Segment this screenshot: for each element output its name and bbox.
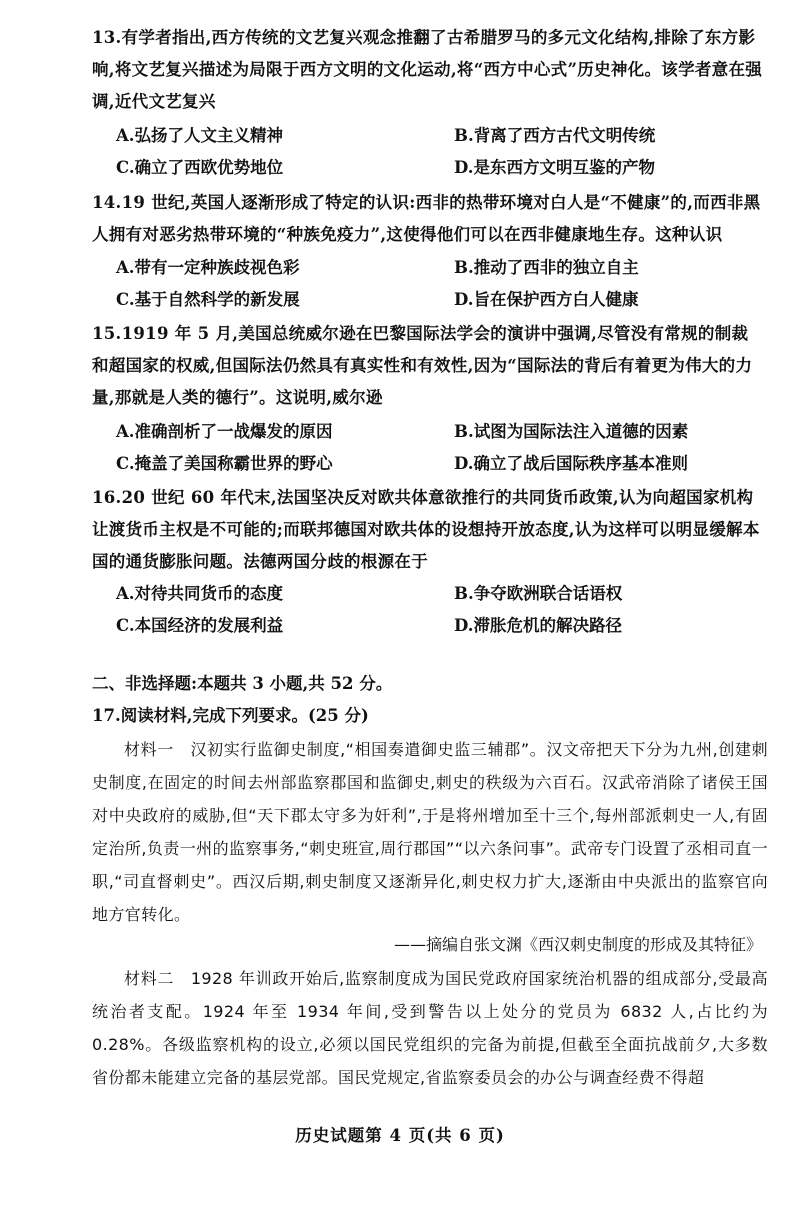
question-13-stem [92, 22, 764, 118]
question-16-options-row-1 [116, 578, 766, 610]
option-a: A.弘扬了人文主义精神 [116, 126, 284, 145]
option-c: C.掩盖了美国称霸世界的野心 [116, 454, 333, 473]
option-a: A.带有一定种族歧视色彩 [116, 258, 300, 277]
question-text: 15.1919 年 5 月,美国总统威尔逊在巴黎国际法学会的演讲中强调,尽管没有常规的制裁和超国家的权威,但国际法仍然具有真实性和有效性,因为“国际法的背后有着更为伟大的力量,那就是人类的德行”。这说明,威尔逊 [92, 324, 753, 407]
question-text: 13.有学者指出,西方传统的文艺复兴观念推翻了古希腊罗马的多元文化结构,排除了东方影响,将文艺复兴描述为局限于西方文明的文化运动,将“西方中心式”历史神化。该学者意在强调,近代文艺复兴 [92, 28, 763, 111]
question-16-stem [92, 482, 764, 578]
question-13-options-row-1 [116, 120, 766, 152]
option-a: A.准确剖析了一战爆发的原因 [116, 422, 333, 441]
question-14-options-row-2 [116, 284, 766, 316]
question-14-stem [92, 187, 764, 251]
question-text: 16.20 世纪 60 年代末,法国坚决反对欧共体意欲推行的共同货币政策,认为向超国家机构让渡货币主权是不可能的;而联邦德国对欧共体的设想持开放态度,认为这样可以明显缓解本国的通货膨胀问题。法德两国分歧的根源在于 [92, 488, 760, 571]
option-a: A.对待共同货币的态度 [116, 584, 284, 603]
section-heading: 二、非选择题:本题共 3 小题,共 52 分。 [92, 674, 393, 693]
question-14-options-row-1 [116, 252, 766, 284]
option-b: B.背离了西方古代文明传统 [454, 126, 656, 145]
option-d: D.旨在保护西方白人健康 [454, 290, 639, 309]
question-15-options-row-2 [116, 448, 766, 480]
material-1-source: ——摘编自张文渊《西汉刺史制度的形成及其特征》 [393, 935, 762, 954]
question-17-title: 17.阅读材料,完成下列要求。(25 分) [92, 706, 369, 725]
question-16-options-row-2 [116, 610, 766, 642]
option-b: B.推动了西非的独立自主 [454, 258, 639, 277]
option-d: D.确立了战后国际秩序基本准则 [454, 454, 688, 473]
option-b: B.试图为国际法注入道德的因素 [454, 422, 689, 441]
question-text: 14.19 世纪,英国人逐渐形成了特定的认识:西非的热带环境对白人是“不健康”的,而西非黑人拥有对恶劣热带环境的“种族免疫力”,这使得他们可以在西非健康地生存。这种认识 [92, 193, 761, 244]
option-c: C.本国经济的发展利益 [116, 616, 284, 635]
option-c: C.确立了西欧优势地位 [116, 158, 284, 177]
question-15-stem [92, 318, 764, 414]
material-1-text: 材料一 汉初实行监御史制度,“相国奏遣御史监三辅郡”。汉文帝把天下分为九州,创建刺史制度,在固定的时间去州部监察郡国和监御史,刺史的秩级为六百石。汉武帝消除了诸侯王国对中央政府的威胁,但“天下郡太守多为奸利”,于是将州增加至十三个,每州部派刺史一人,有固定治所,负责一州的监察事务,“刺史班宣,周行郡国”“以六条问事”。武帝专门设置了丞相司直一职,“司直督刺史”。西汉后期,刺史制度又逐渐异化,刺史权力扩大,逐渐由中央派出的监察官向地方官转化。 [92, 740, 768, 924]
option-d: D.滞胀危机的解决路径 [454, 616, 622, 635]
question-13-options-row-2 [116, 152, 766, 184]
option-b: B.争夺欧洲联合话语权 [454, 584, 623, 603]
option-c: C.基于自然科学的新发展 [116, 290, 300, 309]
material-1 [92, 733, 768, 931]
question-15-options-row-1 [116, 416, 766, 448]
page-footer: 历史试题第 4 页(共 6 页) [295, 1126, 505, 1145]
material-2-text: 材料二 1928 年训政开始后,监察制度成为国民党政府国家统治机器的组成部分,受最高统治者支配。1924 年至 1934 年间,受到警告以上处分的党员为 6832 人,占比约为 0.28%。各级监察机构的设立,必须以国民党组织的完备为前提,但截至全面抗战前夕,大多数省份都未能建立完备的基层党部。国民党规定,省监察委员会的办公与调查经费不得超 [92, 969, 768, 1087]
option-d: D.是东西方文明互鉴的产物 [454, 158, 655, 177]
material-2 [92, 962, 768, 1094]
